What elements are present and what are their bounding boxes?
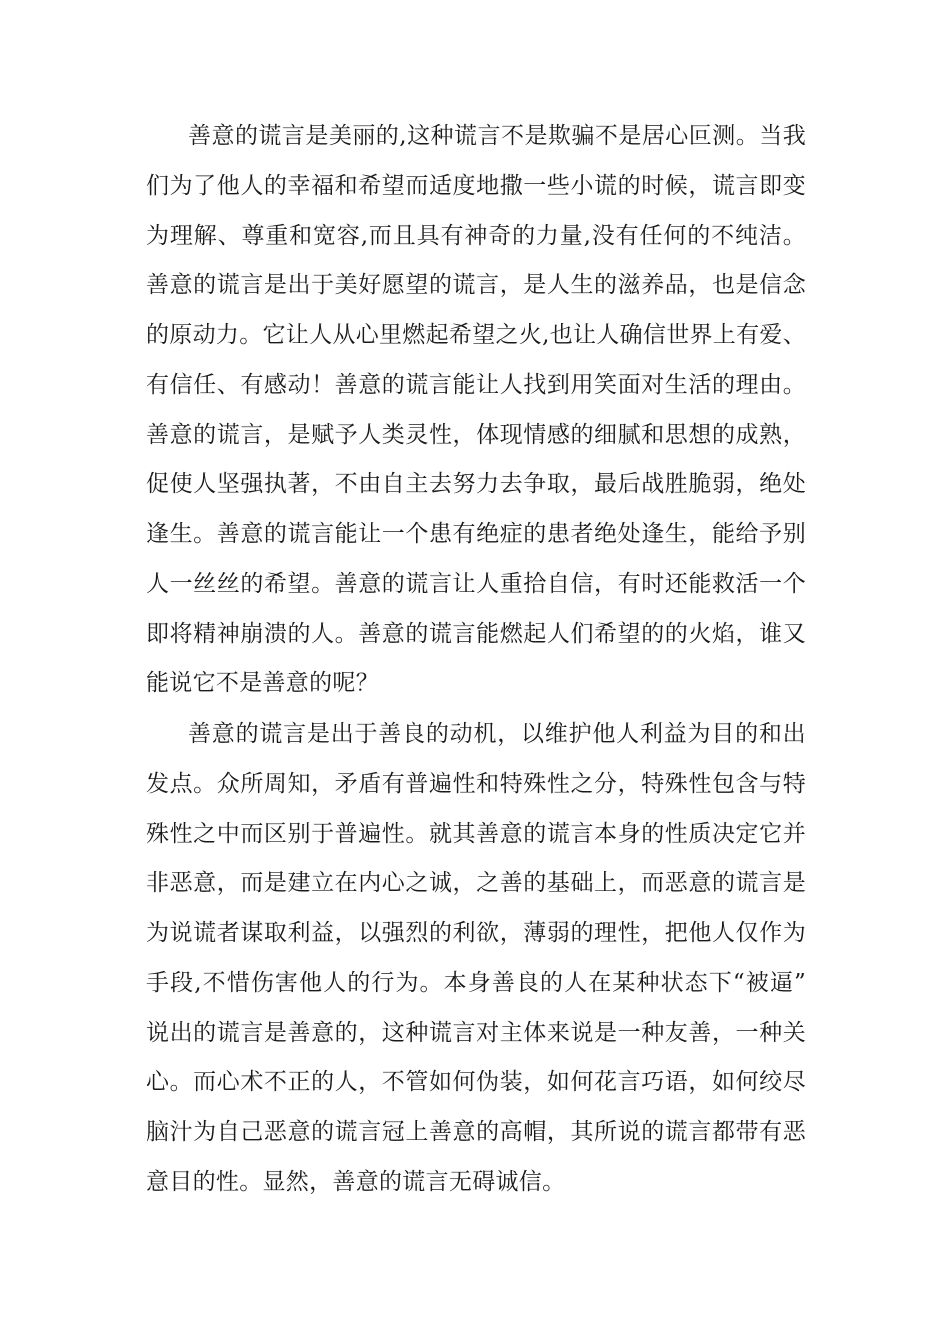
text-line: 善意的谎言是出于美好愿望的谎言，是人生的滋养品，也是信念 (146, 272, 806, 298)
text-line: 殊性之中而区别于普遍性。就其善意的谎言本身的性质决定它并 (146, 821, 806, 847)
text-line: 人一丝丝的希望。善意的谎言让人重拾自信，有时还能救活一个 (146, 571, 806, 597)
text-line: 有信任、有感动！善意的谎言能让人找到用笑面对生活的理由。 (146, 372, 806, 398)
text-line: 为理解、尊重和宽容,而且具有神奇的力量,没有任何的不纯洁。 (146, 223, 806, 249)
text-line: 为说谎者谋取利益，以强烈的利欲，薄弱的理性，把他人仅作为 (146, 920, 806, 946)
text-line: 心。而心术不正的人，不管如何伪装，如何花言巧语，如何绞尽 (146, 1069, 806, 1095)
text-line: 发点。众所周知，矛盾有普遍性和特殊性之分，特殊性包含与特 (146, 771, 806, 797)
text-line: 非恶意，而是建立在内心之诚，之善的基础上，而恶意的谎言是 (146, 870, 806, 896)
text-line: 脑汁为自己恶意的谎言冠上善意的高帽，其所说的谎言都带有恶 (146, 1119, 806, 1145)
text-line: 的原动力。它让人从心里燃起希望之火,也让人确信世界上有爱、 (146, 322, 807, 348)
text-line: 说出的谎言是善意的，这种谎言对主体来说是一种友善，一种关 (146, 1020, 806, 1046)
text-line: 善意的谎言是美丽的,这种谎言不是欺骗不是居心叵测。当我 (188, 123, 806, 149)
text-line: 手段,不惜伤害他人的行为。本身善良的人在某种状态下“被逼” (146, 970, 806, 996)
text-line: 逢生。善意的谎言能让一个患有绝症的患者绝处逢生，能给予别 (146, 521, 806, 547)
text-line: 意目的性。显然，善意的谎言无碍诚信。 (146, 1169, 566, 1195)
text-line: 善意的谎言，是赋予人类灵性，体现情感的细腻和思想的成熟， (146, 422, 806, 448)
text-line: 善意的谎言是出于善良的动机，以维护他人利益为目的和出 (188, 721, 806, 747)
text-line: 们为了他人的幸福和希望而适度地撒一些小谎的时候，谎言即变 (146, 173, 806, 199)
text-line: 即将精神崩溃的人。善意的谎言能燃起人们希望的的火焰，谁又 (146, 621, 806, 647)
text-line: 能说它不是善意的呢？ (146, 670, 379, 696)
text-line: 促使人坚强执著，不由自主去努力去争取，最后战胜脆弱，绝处 (146, 471, 806, 497)
